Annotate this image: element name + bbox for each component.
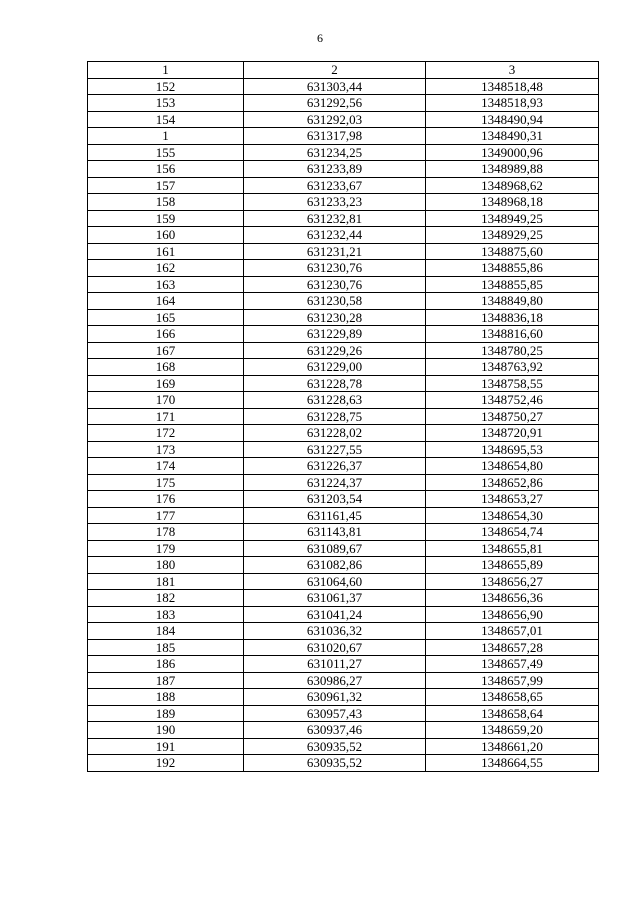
x-coordinate-cell: 631036,32 [244,623,426,640]
table-row [88,111,599,128]
table-row [88,689,599,706]
table-row [88,474,599,491]
table-row [88,755,599,772]
y-coordinate-cell: 1348763,92 [426,359,599,376]
table-row [88,177,599,194]
table-row [88,210,599,227]
table-row [88,639,599,656]
point-number-cell: 182 [88,590,244,607]
point-number-cell: 165 [88,309,244,326]
x-coordinate-cell: 631230,28 [244,309,426,326]
table-row [88,705,599,722]
y-coordinate-cell: 1348968,62 [426,177,599,194]
table-row [88,375,599,392]
table-row [88,293,599,310]
point-number-cell: 172 [88,425,244,442]
coordinates-table [87,61,599,772]
table-row [88,441,599,458]
table-row [88,128,599,145]
y-coordinate-cell: 1348752,46 [426,392,599,409]
table-row [88,524,599,541]
y-coordinate-cell: 1348656,90 [426,606,599,623]
point-number-cell: 156 [88,161,244,178]
x-coordinate-cell: 631061,37 [244,590,426,607]
y-coordinate-cell: 1348654,74 [426,524,599,541]
point-number-cell: 171 [88,408,244,425]
column-header-3: 3 [426,62,599,79]
point-number-cell: 159 [88,210,244,227]
y-coordinate-cell: 1348836,18 [426,309,599,326]
point-number-cell: 153 [88,95,244,112]
x-coordinate-cell: 631143,81 [244,524,426,541]
table-row [88,507,599,524]
y-coordinate-cell: 1348875,60 [426,243,599,260]
table-row [88,606,599,623]
x-coordinate-cell: 631230,58 [244,293,426,310]
table-row [88,342,599,359]
point-number-cell: 188 [88,689,244,706]
point-number-cell: 162 [88,260,244,277]
point-number-cell: 185 [88,639,244,656]
x-coordinate-cell: 631230,76 [244,276,426,293]
x-coordinate-cell: 631203,54 [244,491,426,508]
x-coordinate-cell: 631228,02 [244,425,426,442]
point-number-cell: 175 [88,474,244,491]
table-row [88,227,599,244]
y-coordinate-cell: 1348655,81 [426,540,599,557]
y-coordinate-cell: 1348652,86 [426,474,599,491]
y-coordinate-cell: 1348695,53 [426,441,599,458]
column-header-1: 1 [88,62,244,79]
y-coordinate-cell: 1348989,88 [426,161,599,178]
x-coordinate-cell: 631082,86 [244,557,426,574]
y-coordinate-cell: 1348849,80 [426,293,599,310]
y-coordinate-cell: 1348929,25 [426,227,599,244]
table-row [88,161,599,178]
table-row [88,194,599,211]
point-number-cell: 164 [88,293,244,310]
point-number-cell: 177 [88,507,244,524]
table-row [88,590,599,607]
y-coordinate-cell: 1348657,01 [426,623,599,640]
x-coordinate-cell: 631227,55 [244,441,426,458]
table-row [88,722,599,739]
x-coordinate-cell: 631230,76 [244,260,426,277]
x-coordinate-cell: 631228,78 [244,375,426,392]
point-number-cell: 169 [88,375,244,392]
y-coordinate-cell: 1348720,91 [426,425,599,442]
point-number-cell: 186 [88,656,244,673]
point-number-cell: 168 [88,359,244,376]
point-number-cell: 191 [88,738,244,755]
table-row [88,309,599,326]
x-coordinate-cell: 631226,37 [244,458,426,475]
y-coordinate-cell: 1348490,31 [426,128,599,145]
point-number-cell: 181 [88,573,244,590]
table-row [88,144,599,161]
table-row [88,623,599,640]
point-number-cell: 166 [88,326,244,343]
x-coordinate-cell: 631224,37 [244,474,426,491]
table-body [88,62,599,772]
y-coordinate-cell: 1348750,27 [426,408,599,425]
y-coordinate-cell: 1348490,94 [426,111,599,128]
x-coordinate-cell: 630935,52 [244,755,426,772]
y-coordinate-cell: 1348661,20 [426,738,599,755]
x-coordinate-cell: 631011,27 [244,656,426,673]
point-number-cell: 190 [88,722,244,739]
y-coordinate-cell: 1348664,55 [426,755,599,772]
table-row [88,540,599,557]
x-coordinate-cell: 631161,45 [244,507,426,524]
x-coordinate-cell: 631232,44 [244,227,426,244]
y-coordinate-cell: 1348658,65 [426,689,599,706]
y-coordinate-cell: 1348949,25 [426,210,599,227]
table-row [88,557,599,574]
x-coordinate-cell: 631229,00 [244,359,426,376]
point-number-cell: 179 [88,540,244,557]
y-coordinate-cell: 1348816,60 [426,326,599,343]
point-number-cell: 1 [88,128,244,145]
x-coordinate-cell: 631041,24 [244,606,426,623]
y-coordinate-cell: 1348653,27 [426,491,599,508]
x-coordinate-cell: 631317,98 [244,128,426,145]
x-coordinate-cell: 631228,63 [244,392,426,409]
table-header-row [88,62,599,79]
table-row [88,95,599,112]
y-coordinate-cell: 1348518,48 [426,78,599,95]
table-row [88,326,599,343]
y-coordinate-cell: 1348654,30 [426,507,599,524]
table-row [88,260,599,277]
x-coordinate-cell: 631020,67 [244,639,426,656]
point-number-cell: 163 [88,276,244,293]
table-row [88,491,599,508]
y-coordinate-cell: 1348855,86 [426,260,599,277]
y-coordinate-cell: 1348518,93 [426,95,599,112]
column-header-2: 2 [244,62,426,79]
x-coordinate-cell: 630935,52 [244,738,426,755]
table-row [88,425,599,442]
table-row [88,656,599,673]
table-row [88,738,599,755]
x-coordinate-cell: 631303,44 [244,78,426,95]
y-coordinate-cell: 1348657,49 [426,656,599,673]
x-coordinate-cell: 631228,75 [244,408,426,425]
table-row [88,276,599,293]
x-coordinate-cell: 631229,89 [244,326,426,343]
table-row [88,573,599,590]
point-number-cell: 154 [88,111,244,128]
point-number-cell: 192 [88,755,244,772]
point-number-cell: 155 [88,144,244,161]
point-number-cell: 174 [88,458,244,475]
x-coordinate-cell: 630961,32 [244,689,426,706]
point-number-cell: 184 [88,623,244,640]
point-number-cell: 189 [88,705,244,722]
point-number-cell: 173 [88,441,244,458]
x-coordinate-cell: 630937,46 [244,722,426,739]
x-coordinate-cell: 630957,43 [244,705,426,722]
y-coordinate-cell: 1348657,99 [426,672,599,689]
x-coordinate-cell: 630986,27 [244,672,426,689]
x-coordinate-cell: 631231,21 [244,243,426,260]
x-coordinate-cell: 631292,56 [244,95,426,112]
point-number-cell: 176 [88,491,244,508]
table-row [88,359,599,376]
x-coordinate-cell: 631233,23 [244,194,426,211]
x-coordinate-cell: 631234,25 [244,144,426,161]
y-coordinate-cell: 1348855,85 [426,276,599,293]
point-number-cell: 157 [88,177,244,194]
y-coordinate-cell: 1348654,80 [426,458,599,475]
y-coordinate-cell: 1348655,89 [426,557,599,574]
y-coordinate-cell: 1348657,28 [426,639,599,656]
table-row [88,78,599,95]
point-number-cell: 160 [88,227,244,244]
table-row [88,672,599,689]
x-coordinate-cell: 631064,60 [244,573,426,590]
x-coordinate-cell: 631229,26 [244,342,426,359]
table-row [88,243,599,260]
point-number-cell: 152 [88,78,244,95]
y-coordinate-cell: 1348780,25 [426,342,599,359]
point-number-cell: 178 [88,524,244,541]
x-coordinate-cell: 631089,67 [244,540,426,557]
y-coordinate-cell: 1348656,36 [426,590,599,607]
point-number-cell: 180 [88,557,244,574]
point-number-cell: 161 [88,243,244,260]
table-row [88,392,599,409]
y-coordinate-cell: 1348758,55 [426,375,599,392]
table-row [88,408,599,425]
point-number-cell: 170 [88,392,244,409]
point-number-cell: 183 [88,606,244,623]
point-number-cell: 167 [88,342,244,359]
point-number-cell: 158 [88,194,244,211]
point-number-cell: 187 [88,672,244,689]
x-coordinate-cell: 631233,67 [244,177,426,194]
y-coordinate-cell: 1348659,20 [426,722,599,739]
x-coordinate-cell: 631233,89 [244,161,426,178]
y-coordinate-cell: 1348656,27 [426,573,599,590]
y-coordinate-cell: 1349000,96 [426,144,599,161]
y-coordinate-cell: 1348968,18 [426,194,599,211]
y-coordinate-cell: 1348658,64 [426,705,599,722]
x-coordinate-cell: 631232,81 [244,210,426,227]
table-row [88,458,599,475]
x-coordinate-cell: 631292,03 [244,111,426,128]
page-number: 6 [317,31,323,45]
